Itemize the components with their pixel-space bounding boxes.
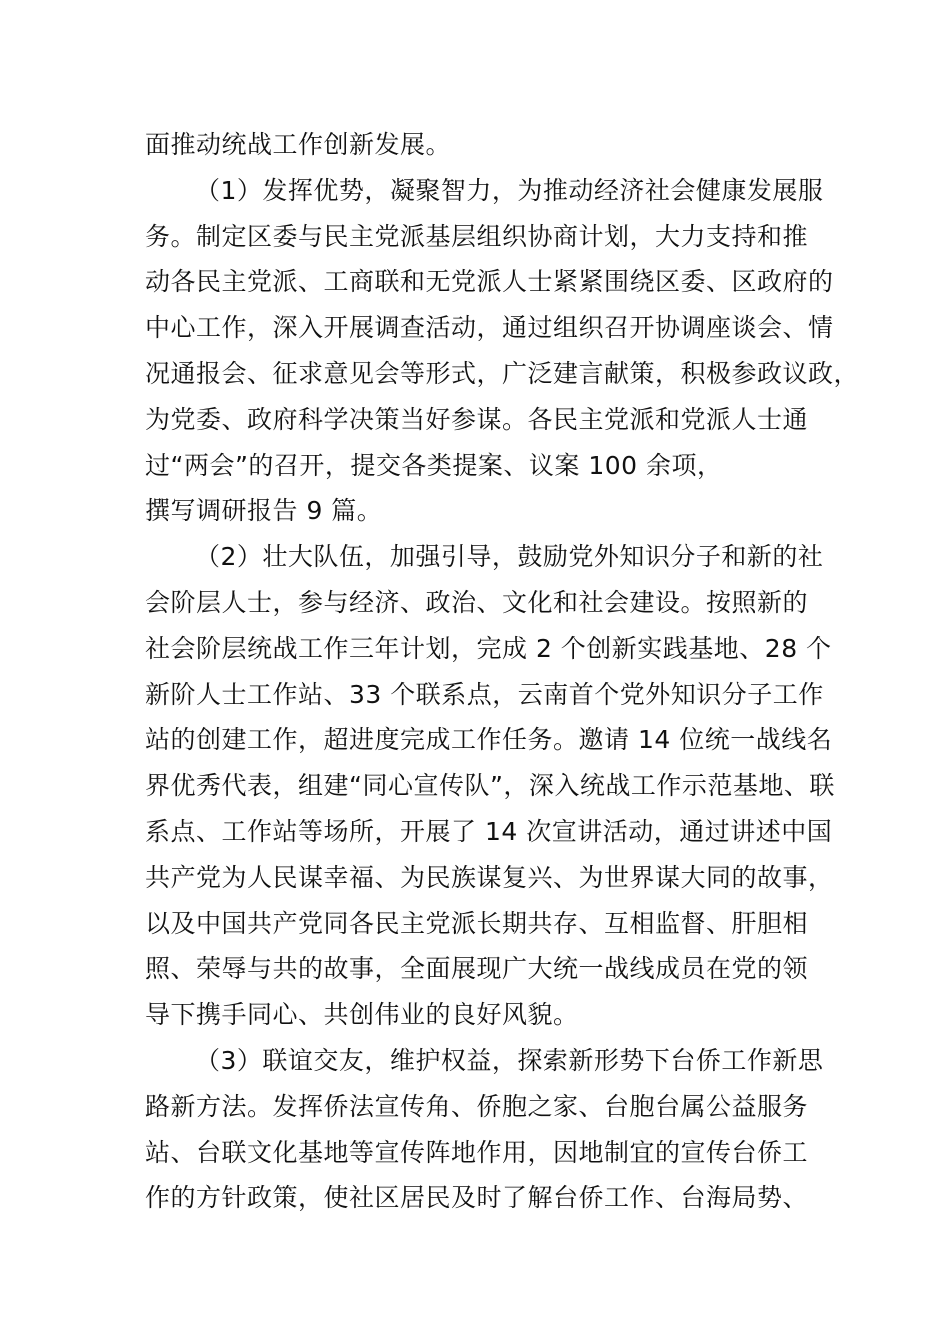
text-line: 会阶层人士，参与经济、政治、文化和社会建设。按照新的 (145, 587, 809, 617)
text-line: 为党委、政府科学决策当好参谋。各民主党派和党派人士通 (145, 404, 809, 434)
text-line: 撰写调研报告 9 篇。 (145, 496, 383, 526)
text-line: 动各民主党派、工商联和无党派人士紧紧围绕区委、区政府的 (145, 267, 834, 297)
text-line: 作的方针政策，使社区居民及时了解台侨工作、台海局势、 (145, 1183, 809, 1213)
paragraph-3-heading-line: （3）联谊交友，维护权益，探索新形势下台侨工作新思 (195, 1045, 824, 1075)
text-line: 务。制定区委与民主党派基层组织协商计划，大力支持和推 (145, 221, 809, 251)
text-line: 过“两会”的召开，提交各类提案、议案 100 余项， (145, 450, 723, 480)
text-line: 中心工作，深入开展调查活动，通过组织召开协调座谈会、情 (145, 313, 834, 343)
text-line: 系点、工作站等场所，开展了 14 次宣讲活动，通过讲述中国 (145, 816, 833, 846)
document-body (145, 122, 860, 1221)
text-line: 社会阶层统战工作三年计划，完成 2 个创新实践基地、28 个 (145, 633, 832, 663)
text-line: 站、台联文化基地等宣传阵地作用，因地制宜的宣传台侨工 (145, 1137, 809, 1167)
text-line: 面推动统战工作创新发展。 (145, 130, 452, 159)
text-line: 照、荣辱与共的故事，全面展现广大统一战线成员在党的领 (145, 954, 809, 984)
text-line: 以及中国共产党同各民主党派长期共存、互相监督、肝胆相 (145, 908, 809, 938)
text-line: 站的创建工作，超进度完成工作任务。邀请 14 位统一战线名 (145, 725, 833, 755)
text-line: 共产党为人民谋幸福、为民族谋复兴、为世界谋大同的故事， (145, 862, 834, 892)
paragraph-2-heading-line: （2）壮大队伍，加强引导，鼓励党外知识分子和新的社 (195, 542, 824, 572)
text-line: 导下携手同心、共创伟业的良好风貌。 (145, 1000, 579, 1030)
text-line: 新阶人士工作站、33 个联系点，云南首个党外知识分子工作 (145, 679, 824, 709)
text-line: 况通报会、征求意见会等形式，广泛建言献策，积极参政议政， (145, 358, 860, 388)
paragraph-1-heading-line: （1）发挥优势，凝聚智力，为推动经济社会健康发展服 (195, 175, 824, 205)
text-line: 路新方法。发挥侨法宣传角、侨胞之家、台胞台属公益服务 (145, 1091, 809, 1121)
text-line: 界优秀代表，组建“同心宣传队”，深入统战工作示范基地、联 (145, 771, 835, 801)
